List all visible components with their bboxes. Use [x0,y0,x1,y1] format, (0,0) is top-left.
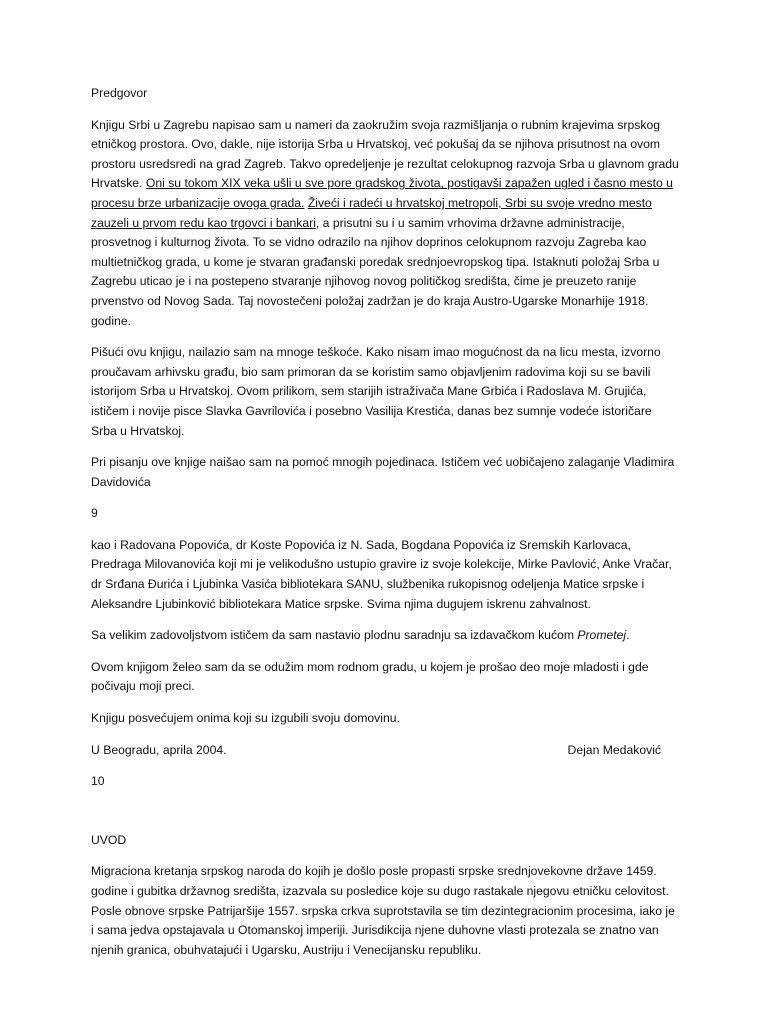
preface-title: Predgovor [91,86,148,100]
preface-paragraph-6: Ovom knjigom želeo sam da se odužim mom rodnom gradu, u kojem je prošao deo moje mladosti i gde počivaju moji preci. [91,659,649,694]
preface-paragraph-4: kao i Radovana Popovića, dr Koste Popovića iz N. Sada, Bogdana Popovića iz Sremskih Karlovaca, Predraga Milovanovića koji mi je velikodušno ustupio gravire iz svoje kolekcije, Mirke Pavlović, Anke Vračar, dr Srđana Đurića i Ljubinka Vasića bibliotekara SANU, službenika rukopisnog odeljenja Matice srpske i Aleksandre Ljubinković bibliotekara Matice srpske. Svima njima dugujem iskrenu zahvalnost. [91,537,672,611]
author-name: Dejan Medaković [567,742,661,757]
preface-paragraph-3: Pri pisanju ove knjige naišao sam na pomoć mnogih pojedinaca. Ističem već uobičajeno zalaganje Vladimira Davidovića [91,455,675,489]
preface-paragraph-5-text-b: . [626,628,630,643]
page-number-9: 9 [91,506,98,521]
preface-paragraph-1-text-a: Knjigu Srbi u Zagrebu napisao sam u nameri da zaokružim svoja razmišljanja o rubnim krajevima srpskog etničkog prostora. Ovo, dakle, nije istorija Srba u Hrvatskoj, već pokušaj da se njihova prisutnost na ovom prostoru usredsredi na grad Zagreb. Takvo opredeljenje je rezultat celokupnog razvoja Srba u glavnom gradu Hrvatske. [91,117,679,191]
preface-paragraph-1-text-b: , a prisutni su i u samim vrhovima državne administracije, prosvetnog i kulturnog života. To se vidno odrazilo na njihov doprinos celokupnom razvoju Zagreba kao multietničkog grada, u kome je stvaran građanski poredak srednjoevropskog tipa. Istaknuti položaj Srba u Zagrebu uticao je i na postepeno stvaranje njihovog novog političkog središta, čime je preuzeto ranije prvenstvo od Novog Sada. Taj novostečeni položaj zadržan je do kraja Austro-Ugarske Monarhije 1918. godine. [91,215,660,328]
preface-underlined-sentence-2: Živeći i radeći u hrvatskoj metropoli, Srbi su svoje vredno mesto zauzeli u prvom redu kao trgovci i bankari [91,195,652,230]
preface-paragraph-1 [91,116,679,332]
section-gap [91,804,679,831]
preface-paragraph-7: Knjigu posvećujem onima koji su izgubili svoju domovinu. [91,711,400,726]
publisher-name: Prometej [577,628,627,643]
document-page [91,84,679,972]
preface-paragraph-5-text-a: Sa velikim zadovoljstvom ističem da sam nastavio plodnu saradnju sa izdavačkom kućom [91,628,578,643]
preface-underlined-sentence-1: Oni su tokom XIX veka ušli u sve pore gradskog života, postigavši zapažen ugled i časno mesto u procesu brze urbanizacije ovoga grada. [91,176,673,210]
place-and-date: U Beogradu, aprila 2004. [91,742,227,757]
intro-paragraph-1: Migraciona kretanja srpskog naroda do kojih je došlo posle propasti srpske srednjovekovne države 1459. godine i gubitka državnog središta, izazvala su posledice koje su dugo rastakale njegovu etničku celovitost. Posle obnove srpske Patrijaršije 1557. srpska crkva suprotstavila se tim dezintegracionim procesima, iako je i sama jedva opstajavala u Otomanskoj imperiji. Jurisdikcija njene duhovne vlasti protezala se znatno van njenih granica, obuhvatajući i Ugarsku, Austriju i Venecijansku republiku. [91,864,675,957]
preface-paragraph-2: Pišući ovu knjigu, nailazio sam na mnoge teškoće. Kako nisam imao mogućnost da na licu mesta, izvorno proučavam arhivsku građu, bio sam primoran da se koristim samo objavljenim radovima koji su se bavili istorijom Srba u Hrvatskoj. Ovom prilikom, sem starijih istraživača Mane Grbića i Radoslava M. Grujića, ističem i novije pisce Slavka Gavrilovića i posebno Vasilija Krestića, danas bez sumnje vodeće istoričare Srba u Hrvatskoj. [91,345,661,438]
signature-line [91,741,679,761]
intro-title: UVOD [91,832,127,847]
page-number-10: 10 [91,774,105,789]
preface-paragraph-5 [91,626,679,646]
